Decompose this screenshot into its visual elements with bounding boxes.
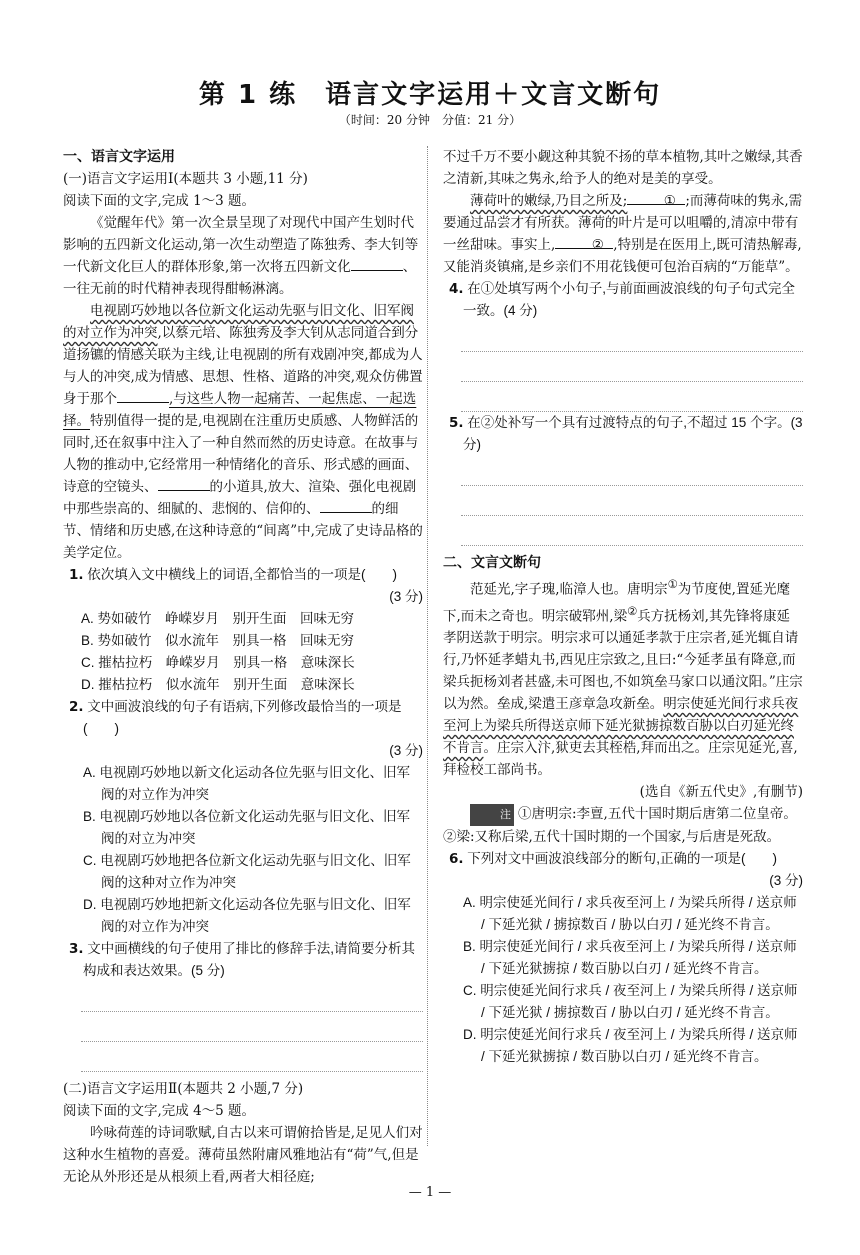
wavy-underlined-sentence: 电视剧巧妙地以各位新文化运动先驱与旧文化、旧军阀的对立作为冲突: [63, 303, 414, 341]
part2-title: (二)语言文字运用Ⅱ(本题共 2 小题,7 分): [63, 1081, 304, 1097]
answer-line[interactable]: [461, 516, 803, 546]
fill-blank-circle-1[interactable]: ①: [627, 190, 685, 205]
q2-option-a[interactable]: A. 电视剧巧妙地以新文化运动各位先驱与旧文化、旧军阀的对立作为冲突: [83, 765, 411, 802]
column-divider: [427, 146, 428, 1146]
footnote-1: 注 ①唐明宗:李亶,五代十国时期后唐第二位皇帝。: [443, 803, 803, 826]
answer-line[interactable]: [461, 382, 803, 412]
question-2-score: (3 分): [389, 743, 423, 758]
q2-option-d[interactable]: D. 电视剧巧妙地把新文化运动各位先驱与旧文化、旧军阀的对立作为冲突: [83, 897, 411, 934]
page-title: 第 1 练 语言文字运用＋文言文断句: [198, 80, 662, 110]
fill-blank-4[interactable]: [320, 498, 372, 513]
q1-option-a[interactable]: A. 势如破竹 峥嵘岁月 别开生面 回味无穷: [81, 611, 355, 626]
q6-option-a[interactable]: A. 明宗使延光间行 / 求兵夜至河上 / 为梁兵所得 / 送京师 / 下延光狱 / 掳掠数百 / 胁以白刃 / 延光终不肯言。: [463, 895, 797, 932]
question-4: 4. 在①处填写两个小句子,与前面画波浪线的句子句式完全一致。(4 分): [449, 281, 796, 318]
question-3: 3. 文中画横线的句子使用了排比的修辞手法,请简要分析其构成和表达效果。(5 分): [69, 941, 416, 978]
note-icon: 注: [470, 804, 514, 826]
fill-blank-1[interactable]: [351, 256, 403, 271]
answer-line[interactable]: [461, 352, 803, 382]
part2-instruction: 阅读下面的文字,完成 4～5 题。: [63, 1103, 256, 1119]
answer-line[interactable]: [461, 322, 803, 352]
fill-blank-circle-2[interactable]: ②: [555, 234, 613, 249]
fill-blank-3[interactable]: [158, 476, 210, 491]
section-heading-language: 一、语言文字运用: [63, 149, 175, 165]
part1-instruction: 阅读下面的文字,完成 1～3 题。: [63, 193, 256, 209]
question-5: 5. 在②处补写一个具有过渡特点的句子,不超过 15 个字。(3 分): [449, 415, 803, 452]
wavy-underlined-sentence: 薄荷叶的嫩绿,乃目之所及;: [470, 193, 628, 209]
answer-line[interactable]: [461, 456, 803, 486]
right-column: [443, 146, 803, 1068]
passage-paragraph-4: 薄荷叶的嫩绿,乃目之所及; ① ;而薄荷味的隽永,需要通过品尝才有所获。薄荷的叶片是可以咀嚼的,清凉中带有一丝甜味。事实上, ② ,特别是在医用上,既可清热解毒,又能消炎镇痛,是乡亲们不用花钱便可包治百病的“万能草”。: [443, 190, 803, 278]
page-number: — 1 —: [408, 1185, 452, 1200]
question-6-score: (3 分): [769, 873, 803, 888]
fill-blank-2[interactable]: [117, 388, 169, 403]
source-citation: (选自《新五代史》,有删节): [639, 784, 803, 800]
answer-line[interactable]: [461, 486, 803, 516]
q2-option-c[interactable]: C. 电视剧巧妙地把各位新文化运动先驱与旧文化、旧军阀的这种对立作为冲突: [83, 853, 411, 890]
footnote-ref-2: ②: [627, 604, 638, 618]
underlined-sentence: ,与这些人物一起痛苦、一起焦虑、一起选择。: [63, 391, 417, 429]
answer-line[interactable]: [81, 982, 423, 1012]
footnote-2: ②梁:又称后梁,五代十国时期的一个国家,与后唐是死敌。: [443, 829, 781, 845]
part1-title: (一)语言文字运用Ⅰ(本题共 3 小题,11 分): [63, 171, 308, 187]
answer-line[interactable]: [81, 1012, 423, 1042]
q1-option-c[interactable]: C. 摧枯拉朽 峥嵘岁月 别具一格 意味深长: [81, 655, 355, 670]
question-6: 6. 下列对文中画波浪线部分的断句,正确的一项是( ): [449, 851, 778, 867]
footnote-ref-1: ①: [667, 578, 678, 591]
question-2: 2. 文中画波浪线的句子有语病,下列修改最恰当的一项是( ): [69, 699, 402, 736]
q1-option-b[interactable]: B. 势如破竹 似水流年 别具一格 回味无穷: [81, 633, 355, 648]
question-1-score: (3 分): [389, 589, 423, 604]
q6-option-b[interactable]: B. 明宗使延光间行 / 求兵夜至河上 / 为梁兵所得 / 送京师 / 下延光狱掳掠 / 数百胁以白刃 / 延光终不肯言。: [463, 939, 797, 976]
question-1: 1. 依次填入文中横线上的词语,全都恰当的一项是( ): [69, 567, 398, 583]
left-column: [63, 146, 423, 1188]
passage-paragraph-3-cont: 不过千万不要小觑这种其貌不扬的草本植物,其叶之嫩绿,其香之清新,其味之隽永,给予人的绝对是美的享受。: [443, 149, 803, 187]
wavy-underlined-classical: 明宗使延光间行求兵夜至河上为梁兵所得送京师下延光狱掳掠数百胁以白刃延光终不肯言: [443, 696, 799, 756]
q2-option-b[interactable]: B. 电视剧巧妙地以各位新文化运动先驱与旧文化、旧军阀的对立为冲突: [83, 809, 411, 846]
section-heading-classical: 二、文言文断句: [443, 555, 541, 571]
q6-option-c[interactable]: C. 明宗使延光间行求兵 / 夜至河上 / 为梁兵所得 / 送京师 / 下延光狱 / 掳掠数百 / 胁以白刃 / 延光终不肯言。: [463, 983, 798, 1020]
passage-paragraph-2: 电视剧巧妙地以各位新文化运动先驱与旧文化、旧军阀的对立作为冲突,以蔡元培、陈独秀及李大钊从志同道合到分道扬镳的情感关联为主线,让电视剧的所有戏剧冲突,都成为人与人的冲突,成为情感、思想、性格、道路的冲突,观众仿佛置身于那个 ,与这些人物一起痛苦、一起焦虑、一起选择。特别值得一提的是,电视剧在注重历史质感、人物鲜活的同时,还在叙事中注入了一种自然而然的历史诗意。在故事与人物的推动中,它经常用一种情绪化的音乐、形式感的画面、诗意的空镜头、 的小道具,放大、渲染、强化电视剧中那些崇高的、细腻的、悲悯的、信仰的、 的细节、情绪和历史感,在这种诗意的“间离”中,完成了史诗品格的美学定位。: [63, 303, 423, 561]
time-score-info: （时间：20 分钟 分值：21 分）: [338, 113, 522, 127]
q6-option-d[interactable]: D. 明宗使延光间行求兵 / 夜至河上 / 为梁兵所得 / 送京师 / 下延光狱掳掠 / 数百胁以白刃 / 延光终不肯言。: [463, 1027, 798, 1064]
answer-line[interactable]: [81, 1042, 423, 1072]
q1-option-d[interactable]: D. 摧枯拉朽 似水流年 别开生面 意味深长: [81, 677, 355, 692]
passage-paragraph-3: 吟咏荷莲的诗词歌赋,自古以来可谓俯拾皆是,足见人们对这种水生植物的喜爱。薄荷虽然附庸风雅地沾有“荷”气,但是无论从外形还是从根须上看,两者大相径庭;: [63, 1125, 423, 1185]
classical-passage: 范延光,字子瑰,临漳人也。唐明宗①为节度使,置延光麾下,而未之奇也。明宗破郓州,梁②兵方抚杨刘,其先锋将康延孝阴送款于明宗。明宗求可以通延孝款于庄宗者,延光辄自请行,乃怀延孝蜡丸书,西见庄宗致之,且曰:“今延孝虽有降意,而梁兵扼杨刘者甚盛,未可图也,不如筑垒马家口以通汶阳。”庄宗以为然。垒成,梁遣王彦章急攻新垒。明宗使延光间行求兵夜至河上为梁兵所得送京师下延光狱掳掠数百胁以白刃延光终不肯言。庄宗入汴,狱吏去其桎梏,拜而出之。庄宗见延光,喜,拜检校工部尚书。: [443, 578, 803, 778]
passage-paragraph-1: 《觉醒年代》第一次全景呈现了对现代中国产生划时代影响的五四新文化运动,第一次生动塑造了陈独秀、李大钊等一代新文化巨人的群体形象,第一次将五四新文化 、一往无前的时代精神表现得酣畅淋漓。: [63, 215, 419, 297]
